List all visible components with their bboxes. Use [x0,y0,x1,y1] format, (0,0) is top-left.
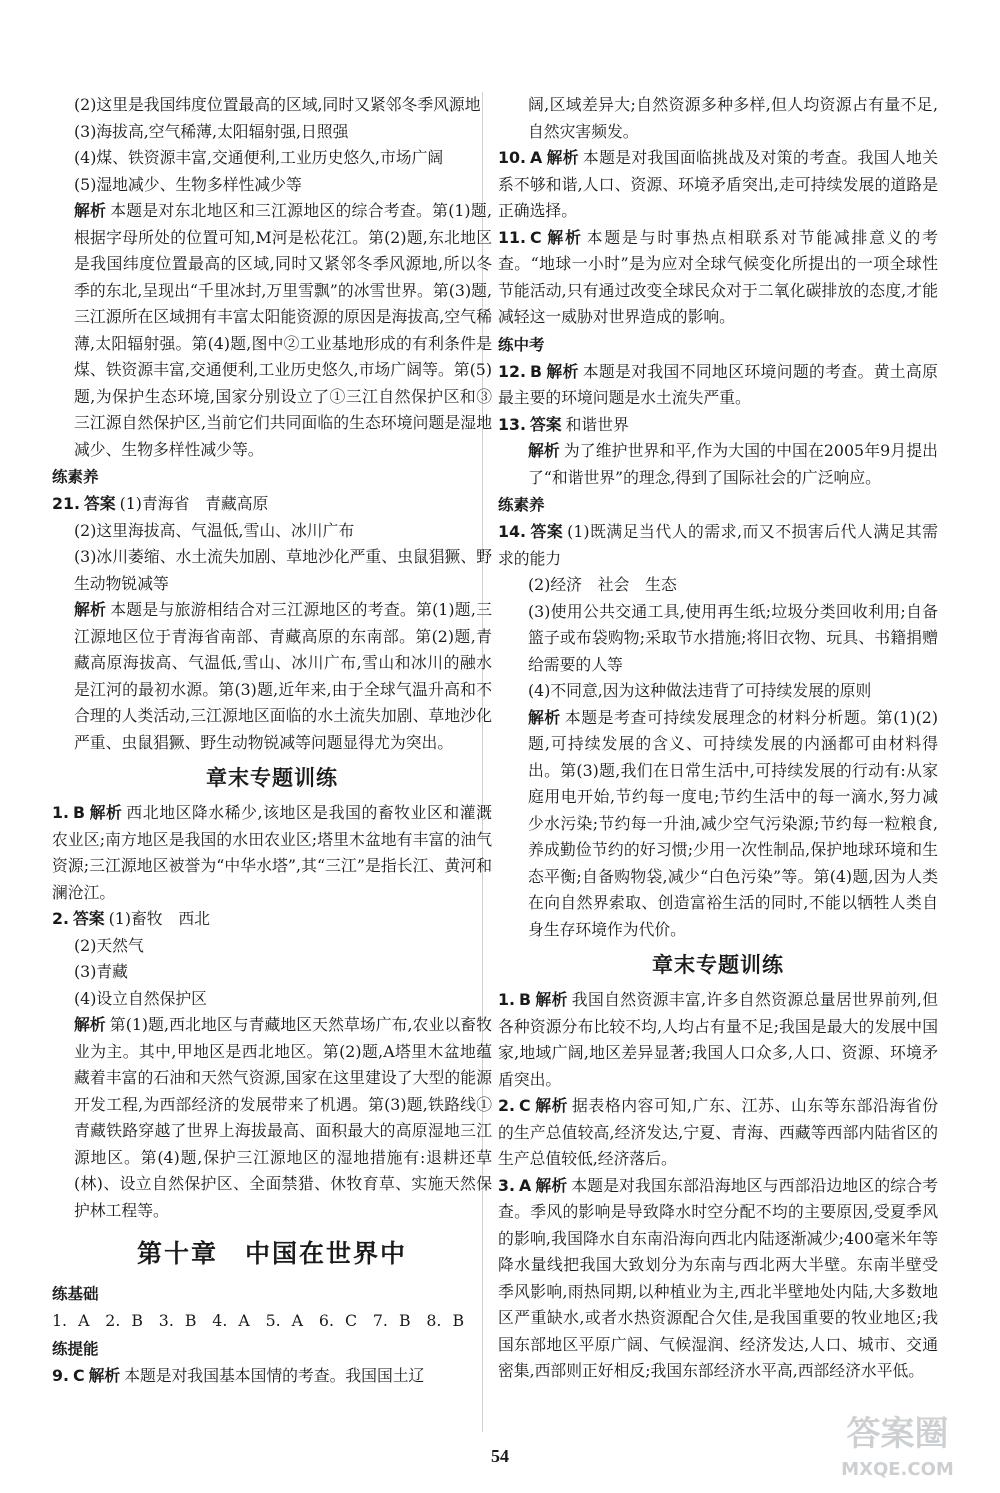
analysis-text: 本题是对我国面临挑战及对策的考查。我国人地关系不够和谐,人口、资源、环境矛盾突出,走可持续发展的道路是正确选择。 [498,148,938,220]
analysis-label: 解析 [535,990,568,1009]
question-9 [52,1363,492,1390]
choice-answer: A [519,1175,532,1195]
basic-answers: 1. A 2. B 3. B 4. A 5. A 6. C 7. B 8. B [52,1311,465,1330]
answer-line: (4)设立自然保护区 [74,988,207,1008]
watermark-logo [815,1412,980,1484]
right-column [498,92,938,1385]
left-column [52,92,492,1389]
analysis-label: 解析 [534,1096,569,1115]
answer-line: (3)使用公共交通工具,使用再生纸;垃圾分类回收利用;自备篮子或布袋购物;采取节水措施;将旧衣物、玩具、书籍捐赠给需要的人等 [528,601,938,674]
answer-text: (1)既满足当代人的需求,而又不损害后代人满足其需求的能力 [498,522,938,568]
choice-answer: A [529,148,543,167]
question-11 [498,225,938,331]
analysis-label: 解析 [546,361,579,381]
answer-label: 答案 [83,494,116,513]
question-number: 2. [52,909,69,928]
analysis-label: 解析 [528,707,561,727]
chapter-review-heading: 章末专题训练 [652,953,784,977]
watermark-url: MXQE.COM [841,1459,954,1480]
analysis-text: 本题是考查可持续发展理念的材料分析题。第(1)(2)题,可持续发展的含义、可持续发展的内涵都可由材料得出。第(3)题,我们在日常生活中,可持续发展的行动有:从家庭用电开始,节约每一度电;节约生活中的每一滴水,努力减少水污染;节约每一升油,减少空气污染源;节约每一粒粮食,养成勤俭节约的好习惯;少用一次性制品,保护地球环境和生态平衡;自备购物袋,减少“白色污染”等。第(4)题,因为人类在向自然界索取、创造富裕生活的同时,不能以牺牲人类自身生存环境作为代价。 [528,707,938,939]
question-1 [52,800,492,906]
question-2 [52,906,492,933]
analysis-label: 解析 [546,148,579,167]
review-question-3 [498,1173,938,1385]
answer-line: (2)经济 社会 生态 [528,575,677,594]
analysis-text: 本题是与旅游相结合对三江源地区的考查。第(1)题,三江源地区位于青海省南部、青藏高原的东南部。第(2)题,青藏高原海拔高、气温低,雪山、冰川广布,雪山和冰川的融水是江河的最初水源。第(3)题,近年来,由于全球气温升高和不合理的人类活动,三江源地区面临的水土流失加剧、草地沙化严重、虫鼠猖獗、野生动物锐减等问题显得尤为突出。 [74,600,492,752]
question-number: 2. [498,1096,515,1115]
section-title: 练提能 [52,1339,99,1358]
answer-label: 答案 [73,909,105,928]
chapter-title: 第十章 中国在世界中 [136,1239,407,1268]
answer-line: (3)青藏 [74,962,128,981]
analysis-label: 解析 [89,803,123,822]
question-number: 1. [498,990,515,1009]
question-number: 21. [52,494,80,513]
question-number: 12. [498,361,526,381]
analysis-text: 据表格内容可知,广东、江苏、山东等东部沿海省份的生产总值较高,经济发达,宁夏、青海、西藏等西部内陆省区的生产总值较低,经济落后。 [498,1096,938,1168]
watermark-text: 答案圈 [846,1414,949,1454]
question-10 [498,145,938,225]
review-question-1 [498,987,938,1093]
answer-label: 答案 [529,414,562,434]
analysis-continued: 阔,区域差异大;自然资源多种多样,但人均资源占有量不足,自然灾害频发。 [528,95,938,141]
answer-text: (1)青海省 青藏高原 [119,494,269,513]
answer-line: (2)这里海拔高、气温低,雪山、冰川广布 [74,520,355,540]
analysis-label: 解析 [528,441,560,460]
analysis-text: 西北地区降水稀少,该地区是我国的畜牧业区和灌溉农业区;南方地区是我国的水田农业区;塔里木盆地有丰富的油气资源;三江源地区被誉为“中华水塔”,其“三江”是指长江、黄河和澜沧江。 [52,803,492,902]
answer-line: (3)冰川萎缩、水土流失加剧、草地沙化严重、虫鼠猖獗、野生动物锐减等 [74,547,492,593]
question-21 [52,491,492,518]
analysis-paragraph [52,1012,492,1224]
section-title: 练素养 [52,468,99,486]
analysis-text: 本题是对东北地区和三江源地区的综合考查。第(1)题,根据字母所处的位置可知,M河是松花江。第(2)题,东北地区是我国纬度位置最高的区域,同时又紧邻冬季风源地,所以冬季的东北,呈现出“千里冰封,万里雪飘”的冰雪世界。第(3)题,三江源所在区域拥有丰富太阳能资源的原因是海拔高,空气稀薄,太阳辐射强。第(4)题,图中②工业基地形成的有利条件是煤、铁资源丰富,交通便利,工业历史悠久,市场广阔等。第(5)题,为保护生态环境,国家分别设立了①三江自然保护区和③三江源自然保护区,当前它们共同面临的生态环境问题是湿地减少、生物多样性减少等。 [74,201,492,459]
answer-text: (1)畜牧 西北 [108,909,210,928]
analysis-label: 解析 [535,1175,568,1195]
choice-answer: B [73,803,86,822]
answer-line: (2)天然气 [74,935,144,955]
answer-text: 和谐世界 [565,414,629,434]
question-12 [498,359,938,412]
analysis-text: 本题是对我国基本国情的考查。我国国土辽 [124,1365,425,1385]
analysis-text: 本题是与时事热点相联系对节能减排意义的考查。“地球一小时”是为应对全球气候变化所提出的一项全球性节能活动,只有通过改变全球民众对于二氧化碳排放的态度,才能减轻这一威胁对世界造成的影响。 [498,227,938,326]
analysis-label: 解析 [74,201,107,220]
choice-answer: B [529,361,543,381]
answer-line: (4)不同意,因为这种做法违背了可持续发展的原则 [528,681,872,700]
analysis-paragraph [498,705,938,944]
review-question-2 [498,1093,938,1173]
analysis-paragraph [498,438,938,491]
analysis-label: 解析 [545,227,583,247]
chapter-review-heading: 章末专题训练 [206,766,338,790]
question-number: 9. [52,1365,69,1385]
analysis-label: 解析 [74,600,107,619]
question-number: 14. [498,522,526,541]
choice-answer: B [519,990,532,1009]
answer-line: (5)湿地减少、生物多样性减少等 [74,174,302,194]
question-number: 3. [498,1175,515,1195]
question-14 [498,519,938,572]
analysis-paragraph [52,198,492,463]
section-title: 练素养 [498,496,545,514]
analysis-text: 本题是对我国东部沿海地区与西部沿边地区的综合考查。季风的影响是导致降水时空分配不均的主要原因,受夏季风的影响,我国降水自东南沿海向西北内陆逐渐减少;400毫米年等降水量线把我国大致划分为东南与西北两大半壁。东南半壁受季风影响,雨热同期,以种植业为主,西北半壁地处内陆,大多数地区严重缺水,或者水热资源配合欠佳,是我国重要的牧业地区;我国东部地区平原广阔、气候湿润、经济发达,人口、城市、交通密集,西部则正好相反;我国东部经济水平高,西部经济水平低。 [498,1175,938,1380]
analysis-label: 解析 [74,1015,106,1034]
section-title: 练中考 [498,335,545,354]
answer-line: (3)海拔高,空气稀薄,太阳辐射强,日照强 [74,121,349,141]
answer-line: (4)煤、铁资源丰富,交通便利,工业历史悠久,市场广阔 [74,148,444,167]
choice-answer: C [529,227,542,247]
analysis-paragraph [52,597,492,756]
analysis-text: 本题是对我国不同地区环境问题的考查。黄土高原最主要的环境问题是水土流失严重。 [498,361,938,407]
question-number: 1. [52,803,69,822]
question-13 [498,412,938,439]
answer-line: (2)这里是我国纬度位置最高的区域,同时又紧邻冬季风源地 [74,95,481,114]
choice-answer: C [519,1096,531,1115]
analysis-text: 第(1)题,西北地区与青藏地区天然草场广布,农业以畜牧业为主。其中,甲地区是西北地区。第(2)题,A塔里木盆地蕴藏着丰富的石油和天然气资源,国家在这里建设了大型的能源开发工程,为西部经济的发展带来了机遇。第(3)题,铁路线①青藏铁路穿越了世界上海拔最高、面积最大的高原湿地三江源地区。第(4)题,保护三江源地区的湿地措施有:退耕还草(林)、设立自然保护区、全面禁猎、休牧育草、实施天然保护林工程等。 [74,1015,492,1220]
analysis-text: 为了维护世界和平,作为大国的中国在2005年9月提出了“和谐世界”的理念,得到了国际社会的广泛响应。 [528,441,938,487]
analysis-text: 我国自然资源丰富,许多自然资源总量居世界前列,但各种资源分布比较不均,人均占有量不足;我国是最大的发展中国家,地域广阔,地区差异显著;我国人口众多,人口、资源、环境矛盾突出。 [498,990,938,1089]
question-number: 13. [498,414,526,434]
question-number: 10. [498,148,526,167]
analysis-label: 解析 [88,1365,121,1385]
question-number: 11. [498,227,526,247]
answer-label: 答案 [529,522,564,541]
section-title: 练基础 [52,1285,99,1303]
choice-answer: C [73,1365,85,1385]
page-number: 54 [491,1446,509,1466]
